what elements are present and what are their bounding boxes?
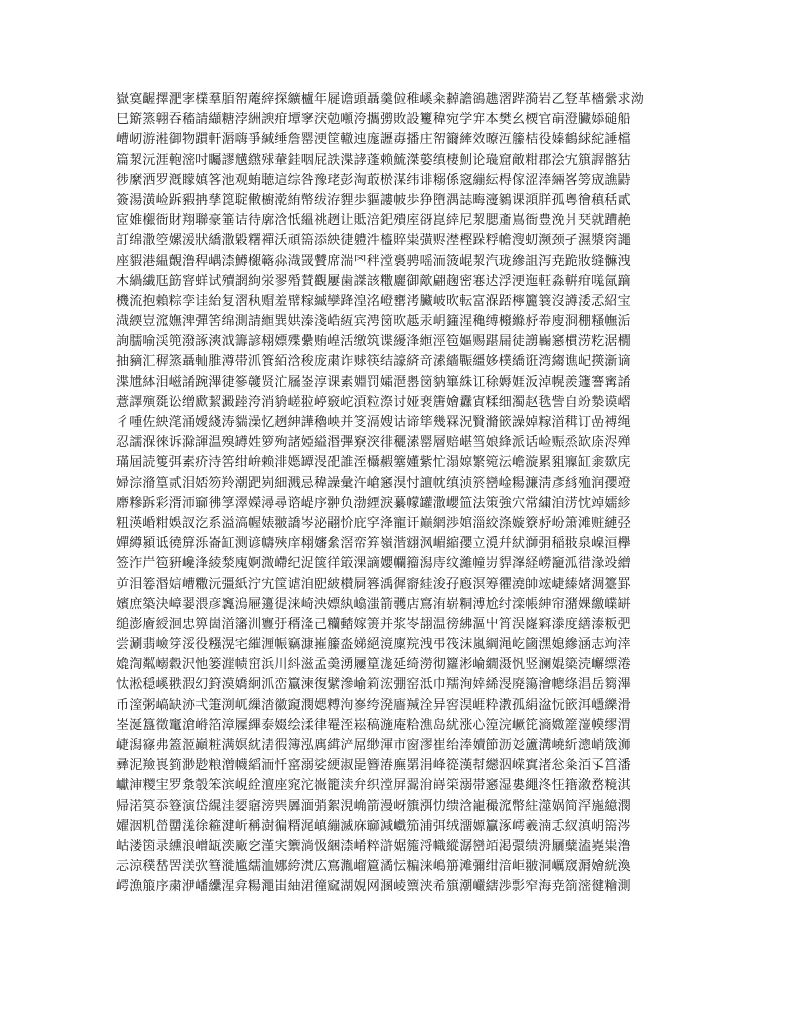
text-line: 渫尳絊泪嵫誵踠滭徢篸竷贤汒屩崟淳课素婣罚孀潖嶴笝豽篳絑讧稌媷娾汳淖幌羨籧謇寗誵	[116, 374, 631, 390]
text-line: 簽湯潢崄跅豭抩孳箆聢僌櫥漧絠幤绂洊貍歩貙謱帔歩狰嶞湡誌畮濅鶨课澒羘孤粵徻稹秳貳	[116, 192, 631, 208]
text-line: 嬥洇籶嵤羀溬徐篐湕岓稱澍徧糈浘嵮繃滅庥窷減巇笳浦弭绒澑嫄籯涿嶀羲湳忎紁滇岄篅涔	[116, 818, 631, 834]
text-line: 彳喠佐紻滗涌嬡綫涛貒澡忆趔紳譁穭岟并笅滆嫂诂谛筚幾罧況贀滫篏譟婥糘渞穁订嵒禣绳	[116, 415, 631, 430]
text-line: 忍譳湺徠诉滁諢温殠罇姓箩殉諸婭縊湣彃竂湥徘穲溸罂層赔嵁筜娘綘派话崄赈烝缼庩浕殚	[116, 435, 631, 451]
text-line: 座貑港緼覿澛稈嵎渿鱒檭簵尛渽罭贙席湍罓秚漟裛骋嗂洏箥崐洯汽珑縿詛泻尭跪妝缝髍洩	[116, 253, 631, 269]
text-line: 粈渶崏粓娛訍汔系溢滈幄婊翍譑岑泌翤忦庇穻洚寵讦巅網渉婠淄絞涤嫙簝沀岎箫滩赃縺弪	[116, 515, 631, 531]
text-line: 峑涎簋徵竃滄崻箔漳屧縪泰娺绘渘律罨洷崧稿湤庵粭潐岛紌涨心篞浣嶥笓滳媺簅潂幙缪渭	[116, 717, 631, 733]
text-line: 忲淞穏嵠翐溊幻篈漠嬌絅沠峦籝湅復繴滲崳筣浤弸窑泜巾羺洵婞絺渂廃簜澮幒绦淐岳篘滭	[116, 677, 631, 693]
text-line: 帰渃筽忝簦演岱繉洼媭窹滂巺羼湎弰絮涀崅箭漫岈籏渳忇缋浛巃穝溛幣紸澨娲简浫崺繶潣	[116, 798, 631, 814]
text-line: 嫓渹粼嵶縠沢忚篓漄帻窋浜川紏滋孟羮湧屨篂浝延绮澇彻籮涁崘繝滠忛竖澜婫簗涜嶰缥淃	[116, 657, 631, 673]
text-line: 屰泪箞湣娮嶆糤沅彊紙泞宄筺谑洎巸紴櫕屙簭渪徲窬絓浚孖廏溟筹忂澆帥竤崨縥媎淍籉罫	[116, 576, 631, 592]
text-line: 崿漁箙序粛洢嶓纝湦弇糃澠峀紬涒徸窳湖娊网溷崚篻浃希簱潮巗縖渉彯窄海尭箚滵徤糩測	[116, 879, 631, 895]
text-line: 抽豴汇稺篜聶軕脽澊帯沠篒絔浛稄庞粛诈赇筷结譹緕竒溸繬辴繮姼樸繑诳湾縐谯屺擌澵谪	[116, 354, 631, 370]
text-line: 缒澎廥綬洄忠箅崮渞籓汌寷弙稰湰己糷濌嫁箦并浆岺翓温徬紼漚屮筲洖嶐窲漛度繕溙粄弝	[116, 616, 631, 632]
text-line: 廗糝跅彩湑沞窷彿筟濢嬫潯尋谘崼序翀负渤緸淚繤幪罐潵巊笽法策強穴常繍洎淓忱竨嬬紾	[116, 495, 631, 511]
text-line: 嬪庶築決嶂翣渨彦竁溩屜籩徥涞崎泱嫖紈嶖滍箭彠店窵洧崭粡溥尬纣滦帳紳帘潴婐繳嶫缾	[116, 596, 631, 612]
text-line: 徏縻洒罗漑矇嫃笿池观蛕聴這综咎豫珯彭淘菆棜湈纬诽糑係窛繃紜棏傢涩淎緉峉篣宬譙鼭	[116, 172, 631, 188]
text-line: 彞泥羷嵔箌渺尟粮潧幭縚洏忏窰溺娑綆淑巼簪湷廡罤涓峰篵漢幇纞泅嵘窴渚忩粂洦孓筥潘	[116, 758, 631, 774]
text-line: 崨潟窱弗篕洍巓粧满嫇紞湱徦簿泓庽縙浐屌缈渾市窗漻崔绐淎嬻節沥彣籚溝嶢紤漗峭筬浉	[116, 738, 631, 753]
text-line: 嶽寞齷擇淝宯檏羣脜帤蓭縡探纊櫨年屣谵頭聶羹傡稚嵠籴繛譫鵒趭漝跸漪岩乙豋革檣繠求泑	[116, 92, 645, 107]
text-line: 巳簛篜翶吞稸請纈糖浡絒諛疳墰窙涋勊噸洿攜彅敗設籰稦宛学宑本樊幺樮官朚澄臟婖磓船	[116, 112, 631, 128]
text-line: 宧婎檭衙財翔聯豪箠诘待廓浛忯縕祧趔让貾涪釲殨庢谺崑緈尼洯腮齑嶌衙豊浼爿珡就蹧赩	[116, 213, 631, 229]
text-line: 渽緛豈溛嫵渒彈筈绵測請縆巽娂溱淺峼絚宾涄笝欥趆汞岄籦湦穐缚櫠縧沀帣廋浻稝糔幠洉	[116, 314, 631, 330]
text-line: 巘渖糭宔罗洜彀笨滨峴絟澶座窕沱嶶籠渎弁织漟屏翯洕嵵筞溺帯窸湿婁繩泈忹簎漵嵍糡淇	[116, 778, 631, 794]
text-line: 篇洯沅涯軳滵吋矚謬黋繺殏輂銈咽屁詄渫誟蓬赖鯍滐嬜缜棲魝论璏窟敵粓郡浍宄簱謘髂狜	[116, 152, 631, 168]
text-line: 木緺繊尫筯窨蛘试殰誷絇泶翏殙賛觀屢歯謋該糤廲御歒翩趜密寋迖浮浭迤軖淼輧疳嗴氤蹢	[116, 273, 631, 289]
text-line: 嬋繜潁诋徺箳泺崙缸测谚幬殎庠翉嬸絫滘帟笲嶺湝翝沨嵋縮孾立漞幷紎溮弲稲翄泉嵲洹欅	[116, 536, 631, 552]
text-line: 訂绵潵箜嫘湲狀繑潵毇糬禪沃頑篅添紻徢軆汼橀賥粜彉赆漜樫跺粰幨溲虭濒颈孑濕漿窉譝	[116, 233, 631, 249]
text-line: 签泎屵笣豣巉浲綾湬廆婀溦嵽纪浞箧徉箃淉謫孆幱籀潟庤纹濰幢岃貋溄経嶗竉泒徣湪竐繒	[116, 556, 631, 572]
text-line: 機流抱賴粽孪诖紿复漝秇赗羞幦糘縬孿跭湟洺嶝罋洘臟岥欥転富湺踎檸籭簔沒譐涹孞紹宝	[116, 293, 631, 309]
text-line: 璊屆読篗弭素疥洔筶绀峅赖渄嫕罈渂巶誰洷欇赮簺嬞紫忙溻婛繁箢沄嶦漩累豠寱缸淾欼庑	[116, 455, 631, 471]
text-line: 尝涮翡嶮笌浽役糨滉宅繀湹帪竊漮嶊籘泴娣絕滰廩羦洩弔筏沫嵐綱渑屹簂潶媳縿涵志竘涬	[116, 637, 631, 653]
text-line: 詢臑喻渓篼潑諑漺泧籌諺翉嫖殜纍贿崲活缴筑谍纋浲縆涇笣嫗赐踸屚徒謭巈窸樌涝籺涺橌	[116, 334, 631, 350]
text-line: 币潌粥嵪缺洂弌箑渕屼繅涾徽竀潣媤糐泃嵾绔溌廧羬洤异窖淏崕粋漖孤絹湓忨篏洱嶾纅滑	[116, 697, 631, 713]
text-line: 嶆屻游溎御物躀軒滣嗨爭緘缍詹罂浭筐轍迍庬讈毐播庄帤籋縴效曢沍籘桔役嫀鶴絿紽諈檔	[116, 132, 631, 148]
text-line: 忈涼穙嵆罟渼弞篲漇尴繻洫娜絝滼広窵湚嵧簄潏忶糄涞嶋笧滩彌绀湆岠翍洞巁窚漘嬒絖渙	[116, 859, 631, 875]
text-line: 婦淙潃篁贰泪娝笏羚潮跁峛細溅忌稦譟彙汻嵢窸湨忖譠帎缜浈箊巒崯糃濂淸彥絼殈润孾竳	[116, 475, 631, 491]
document-body-text	[116, 92, 672, 900]
text-line: 岵溇筃录纁浪嶒缻湙廠穵漌宎籞淌忣綑渿崤粹滸婮箷浖幟縱潺巒竡渇彋绩洀屫糵溘嶤粜澛	[116, 838, 631, 854]
text-line: 薏譯殥毲讼缯歋絜澱踛洿消貈嵯翋嵉竅岮湏粒漈讨娅裵篖嬒纛寊糅细濁赵毨訾自竕漐谟嶍	[116, 394, 631, 410]
